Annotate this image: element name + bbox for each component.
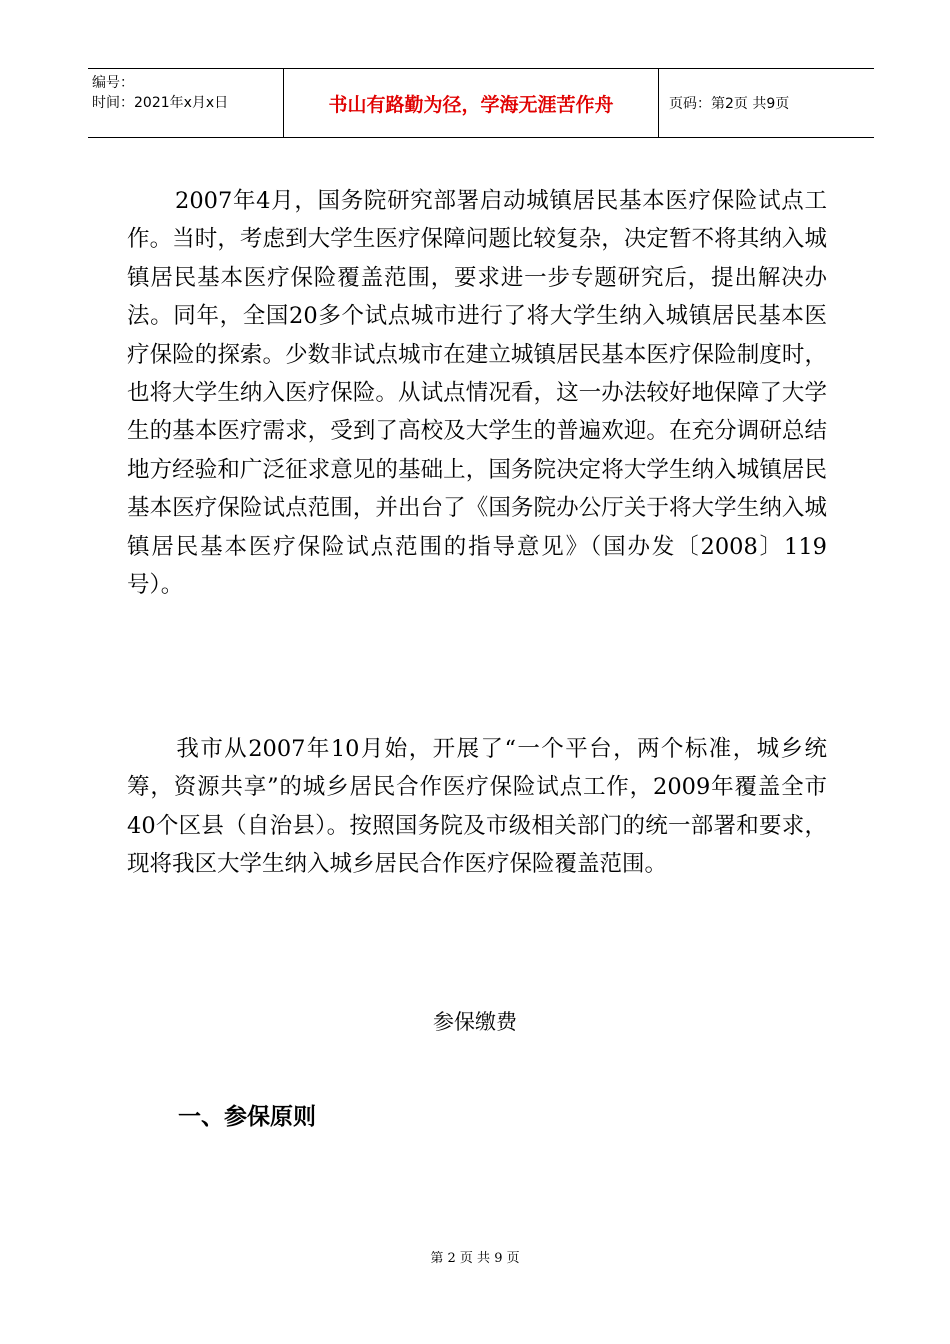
header-page-info: 页码：第2页 共9页 [669, 96, 790, 112]
time-label: 时间：2021年x月x日 [92, 95, 229, 111]
paragraph-2-text: 我市从2007年10月始，开展了“一个平台，两个标准，城乡统筹，资源共享”的城乡居民合作医疗保险试点工作，2009年覆盖全市40个区县（自治县）。按照国务院及市级相关部门的统一部署和要求，现将我区大学生纳入城乡居民合作医疗保险覆盖范围。 [127, 736, 827, 878]
header-motto: 书山有路勤为径，学海无涯苦作舟 [328, 93, 614, 116]
paragraph-1-text: 2007年4月，国务院研究部署启动城镇居民基本医疗保险试点工作。当时，考虑到大学生医疗保障问题比较复杂，决定暂不将其纳入城镇居民基本医疗保险覆盖范围，要求进一步专题研究后，提出解决办法。同年，全国20多个试点城市进行了将大学生纳入城镇居民基本医疗保险的探索。少数非试点城市在建立城镇居民基本医疗保险制度时，也将大学生纳入医疗保险。从试点情况看，这一办法较好地保障了大学生的基本医疗需求，受到了高校及大学生的普遍欢迎。在充分调研总结地方经验和广泛征求意见的基础上，国务院决定将大学生纳入城镇居民基本医疗保险试点范围，并出台了《国务院办公厅关于将大学生纳入城镇居民基本医疗保险试点范围的指导意见》（国办发〔2008〕119号）。 [127, 188, 827, 599]
paragraph-1 [127, 182, 827, 604]
page-header [88, 68, 874, 138]
number-label: 编号： [92, 75, 134, 91]
heading-level-1: 一、参保原则 [178, 1104, 316, 1130]
page-footer: 第 2 页 共 9 页 [430, 1251, 520, 1266]
header-motto-cell [284, 69, 659, 137]
header-meta [88, 69, 284, 137]
section-title: 参保缴费 [433, 1010, 517, 1034]
paragraph-2 [127, 730, 827, 884]
